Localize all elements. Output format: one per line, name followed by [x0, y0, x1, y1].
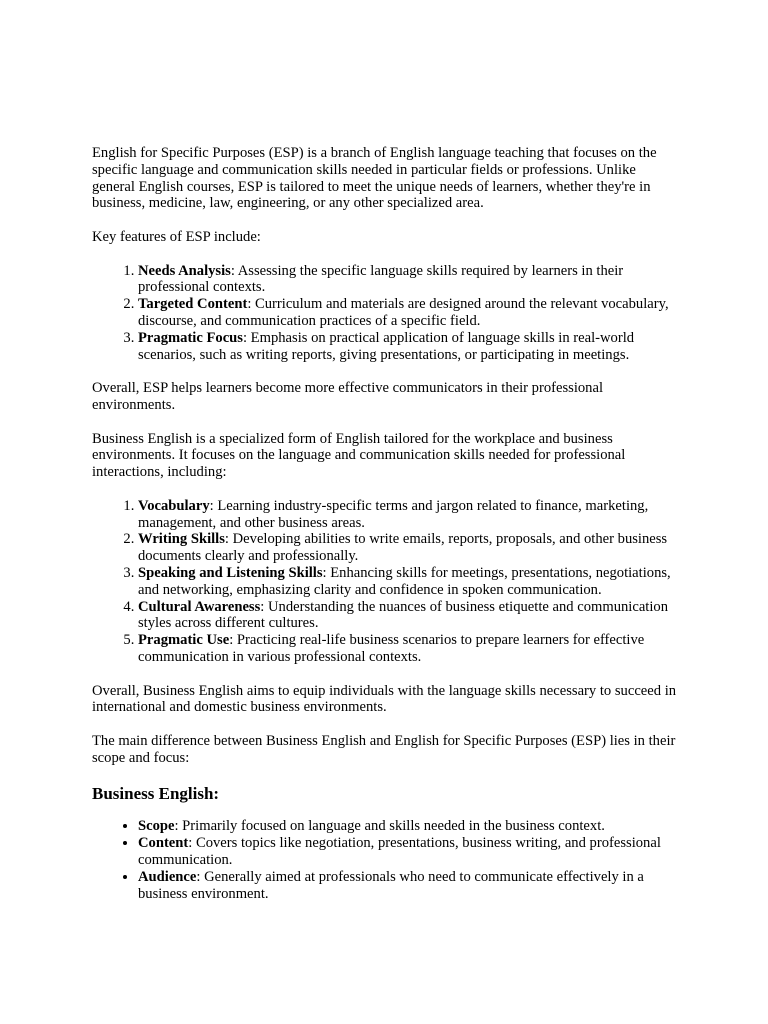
list-item-text: : Emphasis on practical application of language skills in real-world scenarios, such as writing reports, giving presentations, or participating in meetings.: [138, 329, 635, 363]
list-item: [138, 599, 682, 633]
list-item-text: : Learning industry-specific terms and jargon related to finance, marketing, management, and other business areas.: [138, 497, 649, 531]
document-page: [92, 145, 682, 919]
list-item-term: Needs Analysis: [138, 262, 231, 279]
list-item-text: : Enhancing skills for meetings, presentations, negotiations, and networking, emphasizing clarity and confidence in spoken communication.: [138, 564, 671, 598]
list-item: [138, 565, 682, 599]
esp-features-list: [92, 263, 682, 364]
business-english-heading: Business English:: [92, 784, 220, 804]
list-item-text: : Practicing real-life business scenarios to prepare learners for effective communication in various professional contexts.: [138, 632, 645, 665]
list-item: [138, 263, 682, 297]
list-item: [138, 869, 682, 903]
be-features-list: [92, 498, 682, 666]
list-item-term: Targeted Content: [138, 296, 248, 313]
list-item: [138, 330, 682, 364]
list-item-term: Pragmatic Focus: [138, 329, 243, 346]
list-item-term: Writing Skills: [138, 531, 225, 548]
list-item-term: Audience: [138, 868, 197, 885]
list-item: [138, 818, 682, 835]
list-item-term: Pragmatic Use: [138, 632, 230, 649]
esp-intro-paragraph: English for Specific Purposes (ESP) is a branch of English language teaching that focuses on the specific language and communication skills needed in particular fields or professions. Unlike general English courses, ESP is tailored to meet the unique needs of learners, whether they're in business, medicine, law, engineering, or any other specialized area.: [92, 145, 657, 212]
esp-overall-paragraph: Overall, ESP helps learners become more effective communicators in their professional environments.: [92, 380, 604, 413]
list-item: [138, 835, 682, 869]
difference-intro-paragraph: The main difference between Business English and English for Specific Purposes (ESP) lies in their scope and focus:: [92, 732, 676, 766]
list-item-text: : Generally aimed at professionals who need to communicate effectively in a business environment.: [138, 868, 644, 902]
be-comparison-list: [92, 818, 682, 902]
list-item-term: Cultural Awareness: [138, 598, 261, 615]
list-item-term: Vocabulary: [138, 497, 210, 514]
list-item-term: Content: [138, 835, 189, 852]
be-intro-paragraph: Business English is a specialized form of English tailored for the workplace and business environments. It focuses on the language and communication skills needed for professional interactions, including:: [92, 430, 626, 481]
list-item: [138, 296, 682, 330]
esp-features-lead: Key features of ESP include:: [92, 228, 261, 245]
list-item-text: : Assessing the specific language skills required by learners in their professional contexts.: [138, 262, 624, 296]
list-item: [138, 531, 682, 565]
be-overall-paragraph: Overall, Business English aims to equip individuals with the language skills necessary to succeed in international and domestic business environments.: [92, 682, 677, 716]
list-item: [138, 498, 682, 532]
list-item-term: Speaking and Listening Skills: [138, 564, 323, 581]
list-item-text: : Curriculum and materials are designed around the relevant vocabulary, discourse, and communication practices of a specific field.: [138, 296, 669, 329]
list-item: [138, 632, 682, 666]
list-item-text: : Understanding the nuances of business etiquette and communication styles across different cultures.: [138, 598, 669, 632]
list-item-text: : Developing abilities to write emails, reports, proposals, and other business documents clearly and professionally.: [138, 531, 668, 565]
list-item-text: : Covers topics like negotiation, presentations, business writing, and professional communication.: [138, 835, 661, 869]
list-item-term: Scope: [138, 818, 175, 835]
list-item-text: : Primarily focused on language and skills needed in the business context.: [174, 818, 605, 835]
